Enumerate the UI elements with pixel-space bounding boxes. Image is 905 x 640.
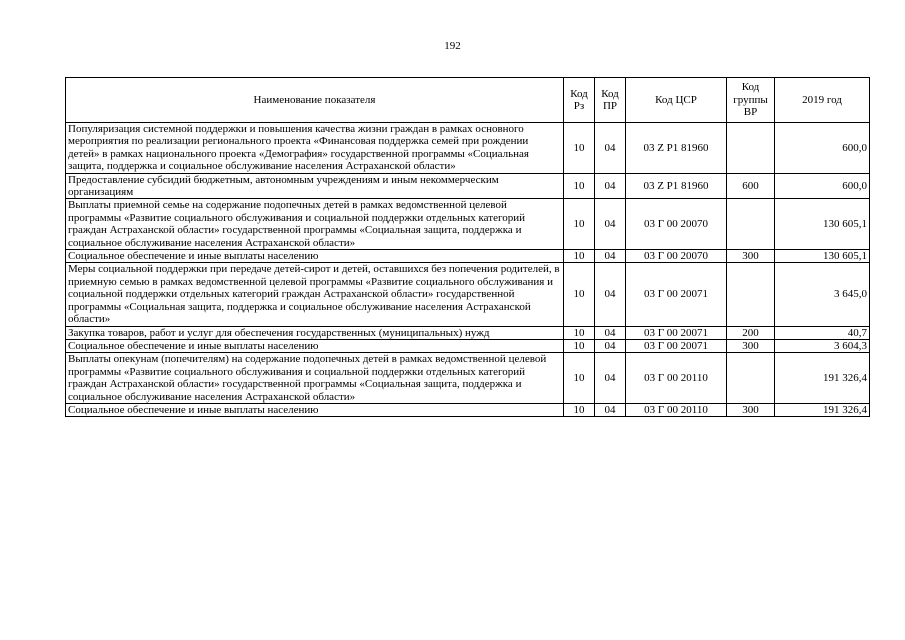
row-name: Выплаты приемной семье на содержание подопечных детей в рамках ведомственной целевой программы «Развитие социального обслуживания и социальной поддержки отдельных категорий граждан Астраханской области» государственной программы «Социальная защита, поддержка и социальное обслуживание населения Астраханской области» — [66, 199, 564, 250]
row-csr: 03 Г 00 20071 — [626, 263, 727, 326]
row-value: 600,0 — [775, 173, 870, 199]
row-rz: 10 — [564, 199, 595, 250]
row-pr: 04 — [595, 339, 626, 352]
row-pr: 04 — [595, 353, 626, 404]
row-pr: 04 — [595, 199, 626, 250]
table-row — [66, 339, 870, 352]
row-pr: 04 — [595, 250, 626, 263]
table-row — [66, 326, 870, 339]
row-rz: 10 — [564, 123, 595, 174]
row-pr: 04 — [595, 403, 626, 416]
budget-table — [65, 77, 870, 417]
row-csr: 03 Г 00 20070 — [626, 199, 727, 250]
row-value: 191 326,4 — [775, 403, 870, 416]
table-row — [66, 263, 870, 326]
row-name: Закупка товаров, работ и услуг для обеспечения государственных (муниципальных) нужд — [66, 326, 564, 339]
row-vr — [727, 353, 775, 404]
row-csr: 03 Г 00 20110 — [626, 353, 727, 404]
row-rz: 10 — [564, 263, 595, 326]
row-name: Выплаты опекунам (попечителям) на содержание подопечных детей в рамках ведомственной целевой программы «Развитие социального обслуживания и социальной поддержки отдельных категорий граждан Астраханской области» государственной программы «Социальная защита, поддержка и социальное обслуживание населения Астраханской области» — [66, 353, 564, 404]
row-rz: 10 — [564, 339, 595, 352]
row-name: Меры социальной поддержки при передаче детей-сирот и детей, оставшихся без попечения родителей, в приемную семью в рамках ведомственной целевой программы «Развитие социального обслуживания и социальной поддержки отдельных категорий граждан Астраханской области» государственной программы «Социальная защита, поддержка и социальное обслуживание населения Астраханской области» — [66, 263, 564, 326]
row-vr: 300 — [727, 250, 775, 263]
header-csr: Код ЦСР — [626, 78, 727, 123]
table-row — [66, 123, 870, 174]
row-csr: 03 Г 00 20071 — [626, 326, 727, 339]
row-rz: 10 — [564, 173, 595, 199]
row-vr: 300 — [727, 339, 775, 352]
row-csr: 03 Z P1 81960 — [626, 173, 727, 199]
row-csr: 03 Г 00 20070 — [626, 250, 727, 263]
row-rz: 10 — [564, 250, 595, 263]
row-rz: 10 — [564, 403, 595, 416]
row-name: Социальное обеспечение и иные выплаты населению — [66, 403, 564, 416]
row-name: Популяризация системной поддержки и повышения качества жизни граждан в рамках основного мероприятия по реализации регионального проекта «Финансовая поддержка семей при рождении детей» в рамках национального проекта «Демография» государственной программы «Социальная защита, поддержка и социальное обслуживание населения Астраханской области» — [66, 123, 564, 174]
table-row — [66, 353, 870, 404]
row-name: Предоставление субсидий бюджетным, автономным учреждениям и иным некоммерческим организациям — [66, 173, 564, 199]
table-row — [66, 199, 870, 250]
row-value: 130 605,1 — [775, 250, 870, 263]
header-row — [66, 78, 870, 123]
row-vr — [727, 123, 775, 174]
row-value: 3 645,0 — [775, 263, 870, 326]
header-rz: Код Рз — [564, 78, 595, 123]
row-vr — [727, 263, 775, 326]
page-number: 192 — [444, 40, 461, 52]
header-vr: Код группы ВР — [727, 78, 775, 123]
row-vr: 200 — [727, 326, 775, 339]
row-rz: 10 — [564, 326, 595, 339]
row-pr: 04 — [595, 173, 626, 199]
row-csr: 03 Z P1 81960 — [626, 123, 727, 174]
header-name: Наименование показателя — [66, 78, 564, 123]
table-row — [66, 403, 870, 416]
table-row — [66, 250, 870, 263]
row-vr — [727, 199, 775, 250]
row-value: 191 326,4 — [775, 353, 870, 404]
table-row — [66, 173, 870, 199]
header-pr: Код ПР — [595, 78, 626, 123]
row-csr: 03 Г 00 20071 — [626, 339, 727, 352]
row-pr: 04 — [595, 263, 626, 326]
row-value: 130 605,1 — [775, 199, 870, 250]
header-2019: 2019 год — [775, 78, 870, 123]
row-csr: 03 Г 00 20110 — [626, 403, 727, 416]
row-name: Социальное обеспечение и иные выплаты населению — [66, 339, 564, 352]
row-vr: 600 — [727, 173, 775, 199]
row-vr: 300 — [727, 403, 775, 416]
row-name: Социальное обеспечение и иные выплаты населению — [66, 250, 564, 263]
row-value: 40,7 — [775, 326, 870, 339]
row-rz: 10 — [564, 353, 595, 404]
row-value: 600,0 — [775, 123, 870, 174]
row-pr: 04 — [595, 123, 626, 174]
row-pr: 04 — [595, 326, 626, 339]
row-value: 3 604,3 — [775, 339, 870, 352]
